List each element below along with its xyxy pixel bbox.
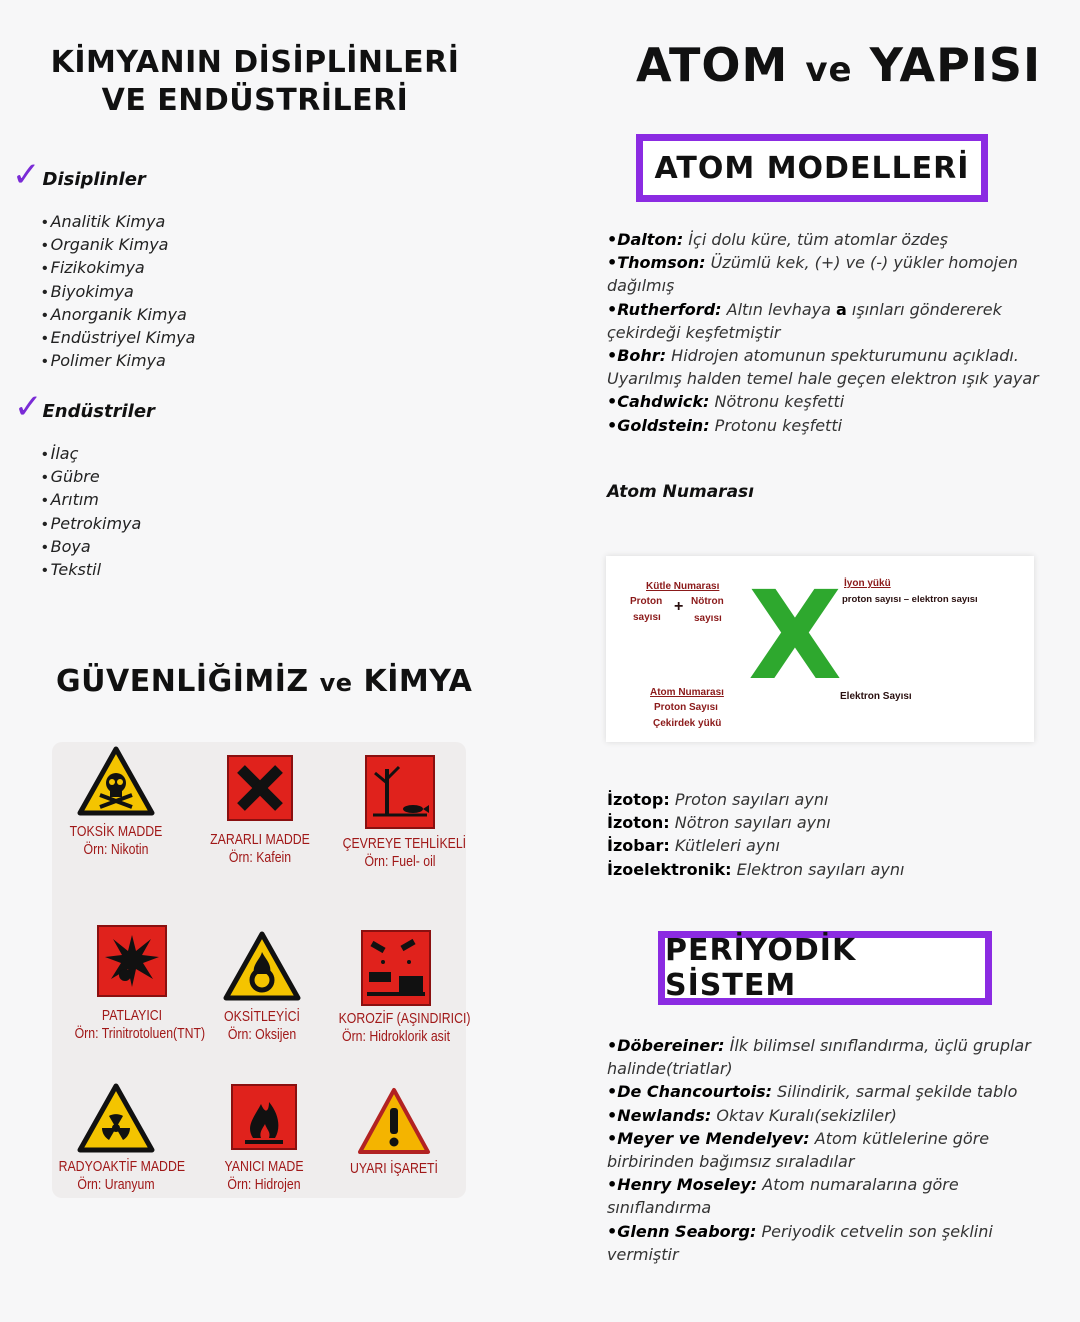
dobereiner-line	[607, 1034, 1047, 1057]
list-item: • Tekstil	[42, 558, 141, 581]
hazard-name: KOROZİF (AŞINDIRICI)	[338, 1010, 471, 1027]
hazard-example: Örn: Oksijen	[227, 1026, 297, 1043]
safety-title	[56, 664, 472, 699]
bohr-value-2: Uyarılmış halden temel hale geçen elektron ışık yayar	[607, 369, 1039, 389]
dead-tree-fish-icon	[365, 755, 435, 829]
moseley-key: •Henry Moseley:	[607, 1175, 758, 1195]
list-item: • Organik Kimya	[42, 233, 195, 256]
izobar-value: Kütleleri aynı	[669, 836, 780, 856]
list-item: • Biyokimya	[42, 280, 195, 303]
dalton-line	[607, 228, 1047, 251]
chancourtois-key: •De Chancourtois:	[607, 1082, 773, 1102]
disciplines-label: Disiplinler	[42, 169, 146, 190]
atom-models-box	[636, 134, 988, 202]
list-item: • Endüstriyel Kimya	[42, 326, 195, 349]
izotop-value: Proton sayıları aynı	[669, 790, 829, 809]
corrosion-icon	[361, 930, 431, 1006]
rutherford-key: •Rutherford:	[607, 299, 722, 319]
ion-formula: proton sayısı – elektron sayısı	[842, 594, 978, 605]
meyer-key: •Meyer ve Mendelyev:	[607, 1128, 810, 1148]
left-title-line2: VE ENDÜSTRİLERİ	[101, 83, 409, 118]
meyer-value-2: birbirinden bağımsız sıraladılar	[607, 1152, 855, 1172]
hazard-warning	[324, 1086, 464, 1178]
izoton-value: Nötron sayıları aynı	[669, 813, 831, 833]
safety-title-a: GÜVENLİĞİMİZ	[56, 664, 309, 699]
meyer-line	[607, 1127, 1047, 1150]
list-item: • Arıtım	[42, 488, 141, 511]
flame-icon	[231, 1084, 297, 1150]
hazard-example: Örn: Hidroklorik asit	[341, 1028, 450, 1045]
element-symbol: X	[748, 565, 843, 707]
goldstein-line	[607, 414, 1047, 437]
thomson-value: Üzümlü kek, (+) ve (-) yükler homojen	[705, 253, 1018, 273]
izoelektronik-value: Elektron sayıları aynı	[731, 859, 905, 879]
rutherford-value-b: ışınları göndererek	[846, 299, 1002, 319]
hazard-example: Örn: Kafein	[228, 849, 292, 866]
rutherford-value: Altın levhaya	[721, 299, 837, 319]
hazard-explosive	[62, 925, 206, 1043]
industries-label: Endüstriler	[42, 401, 155, 422]
hazard-name: OKSİTLEYİCİ	[224, 1008, 300, 1025]
moseley-value-2: sınıflandırma	[607, 1198, 712, 1218]
list-item: • Analitik Kimya	[42, 210, 195, 233]
atom-models-list	[607, 228, 1047, 437]
dobereiner-value-2: halinde(triatlar)	[607, 1059, 733, 1079]
dalton-key: •Dalton:	[607, 230, 684, 249]
izoton-line	[607, 811, 1047, 834]
ion-charge-label: İyon yükü	[844, 578, 891, 589]
hazard-name: PATLAYICI	[101, 1007, 163, 1024]
newlands-line	[607, 1104, 1047, 1127]
thomson-value-2: dağılmış	[607, 276, 675, 296]
list-item: • Fizikokimya	[42, 256, 195, 279]
hazard-flammable	[194, 1084, 334, 1194]
rutherford-value-2: çekirdeği keşfetmiştir	[607, 322, 781, 342]
izotop-key: İzotop:	[607, 790, 670, 809]
disciplines-list	[42, 210, 195, 372]
nucleus-charge-label: Çekirdek yükü	[653, 718, 722, 729]
atom-title-a: ATOM	[636, 38, 789, 92]
izoelektronik-line	[607, 858, 1047, 881]
hazard-corrosive	[326, 930, 471, 1046]
chancourtois-value: Silindirik, sarmal şekilde tablo	[772, 1082, 1018, 1102]
izobar-key: İzobar:	[607, 836, 670, 856]
neutron-label: Nötron	[691, 596, 724, 607]
checkmark-icon: ✓	[14, 387, 43, 427]
hazard-environment	[330, 755, 470, 871]
hazard-harmful	[190, 755, 330, 867]
list-item: • Petrokimya	[42, 512, 141, 535]
electron-count-label: Elektron Sayısı	[840, 691, 912, 702]
plus-sign: +	[674, 598, 684, 615]
flame-over-circle-icon	[222, 930, 302, 1002]
seaborg-value: Periyodik cetvelin son şeklini	[756, 1221, 993, 1241]
isotope-list	[607, 788, 1047, 881]
list-item: • İlaç	[42, 442, 141, 465]
moseley-line	[607, 1173, 1047, 1196]
bohr-value: Hidrojen atomunun spekturumunu açıkladı.	[666, 346, 1019, 366]
left-title	[40, 44, 470, 120]
proton-count-label: Proton Sayısı	[654, 702, 718, 713]
seaborg-line	[607, 1220, 1047, 1243]
izoton-key: İzoton:	[607, 813, 670, 833]
periodic-list	[607, 1034, 1047, 1266]
hazard-name: ZARARLI MADDE	[210, 831, 310, 848]
hazard-name: UYARI İŞARETİ	[350, 1160, 438, 1177]
skull-icon	[76, 745, 156, 817]
left-title-line1: KİMYANIN DİSİPLİNLERİ	[50, 45, 460, 80]
list-item: • Polimer Kimya	[42, 349, 195, 372]
chadwick-line	[607, 390, 1047, 413]
chancourtois-line	[607, 1080, 1047, 1103]
mass-number-label: Kütle Numarası	[646, 581, 720, 592]
goldstein-key: •Goldstein:	[607, 415, 710, 435]
periodic-system-box-label: PERİYODİK SİSTEM	[665, 933, 857, 1003]
industries-list	[42, 442, 141, 581]
safety-title-b: KİMYA	[363, 664, 473, 699]
hazard-example: Örn: Trinitrotoluen(TNT)	[74, 1025, 206, 1042]
izoelektronik-key: İzoelektronik:	[607, 859, 732, 879]
disciplines-heading	[12, 155, 146, 195]
atom-number-diagram-label: Atom Numarası	[650, 687, 724, 698]
neutron-label-2: sayısı	[694, 613, 722, 624]
atom-title	[636, 38, 1041, 92]
list-item: • Anorganik Kimya	[42, 303, 195, 326]
hazard-oxidizer	[192, 930, 332, 1044]
dobereiner-value: İlk bilimsel sınıflandırma, üçlü gruplar	[724, 1036, 1031, 1055]
bohr-line	[607, 344, 1047, 367]
hazard-example: Örn: Hidrojen	[227, 1176, 301, 1193]
hazard-name: RADYOAKTİF MADDE	[58, 1158, 186, 1175]
checkmark-icon: ✓	[12, 155, 41, 195]
hazard-name: ÇEVREYE TEHLİKELİ	[342, 835, 467, 852]
thomson-line	[607, 251, 1047, 274]
atom-title-ve: ve	[805, 50, 853, 90]
explosion-icon	[97, 925, 167, 997]
rutherford-line	[607, 298, 1047, 321]
dobereiner-key: •Döbereiner:	[607, 1036, 725, 1055]
periodic-system-box	[658, 931, 992, 1005]
hazard-toxic	[46, 745, 186, 859]
atom-models-box-label: ATOM MODELLERİ	[654, 150, 970, 186]
safety-title-ve: ve	[319, 669, 353, 697]
radiation-icon	[76, 1082, 156, 1154]
seaborg-value-2: vermiştir	[607, 1244, 679, 1264]
newlands-key: •Newlands:	[607, 1105, 712, 1125]
atom-notation-diagram	[606, 556, 1034, 742]
bohr-key: •Bohr:	[607, 346, 667, 366]
moseley-value: Atom numaralarına göre	[757, 1175, 959, 1195]
list-item: • Boya	[42, 535, 141, 558]
chadwick-value: Nötronu keşfetti	[709, 392, 845, 412]
dalton-value: İçi dolu küre, tüm atomlar özdeş	[683, 230, 948, 249]
hazard-example: Örn: Fuel- oil	[364, 853, 436, 870]
x-cross-icon	[227, 755, 293, 821]
alpha-symbol: a	[836, 299, 847, 319]
meyer-value: Atom kütlelerine göre	[809, 1128, 990, 1148]
izobar-line	[607, 834, 1047, 857]
hazard-example: Örn: Nikotin	[83, 841, 149, 858]
thomson-key: •Thomson:	[607, 253, 706, 273]
hazard-name: TOKSİK MADDE	[69, 823, 163, 840]
seaborg-key: •Glenn Seaborg:	[607, 1221, 757, 1241]
proton-label-2: sayısı	[633, 612, 661, 623]
chadwick-key: •Cahdwick:	[607, 392, 710, 412]
atom-title-b: YAPISI	[869, 38, 1042, 92]
goldstein-value: Protonu keşfetti	[709, 415, 843, 435]
list-item: • Gübre	[42, 465, 141, 488]
izotop-line	[607, 788, 1047, 811]
newlands-value: Oktav Kuralı(sekizliler)	[711, 1105, 897, 1125]
hazard-name: YANICI MADE	[224, 1158, 304, 1175]
hazard-example: Örn: Uranyum	[77, 1176, 155, 1193]
atom-number-label: Atom Numarası	[607, 482, 754, 502]
proton-label: Proton	[630, 596, 663, 607]
exclamation-icon	[356, 1086, 432, 1156]
industries-heading	[14, 387, 155, 427]
hazard-radioactive	[46, 1082, 186, 1194]
